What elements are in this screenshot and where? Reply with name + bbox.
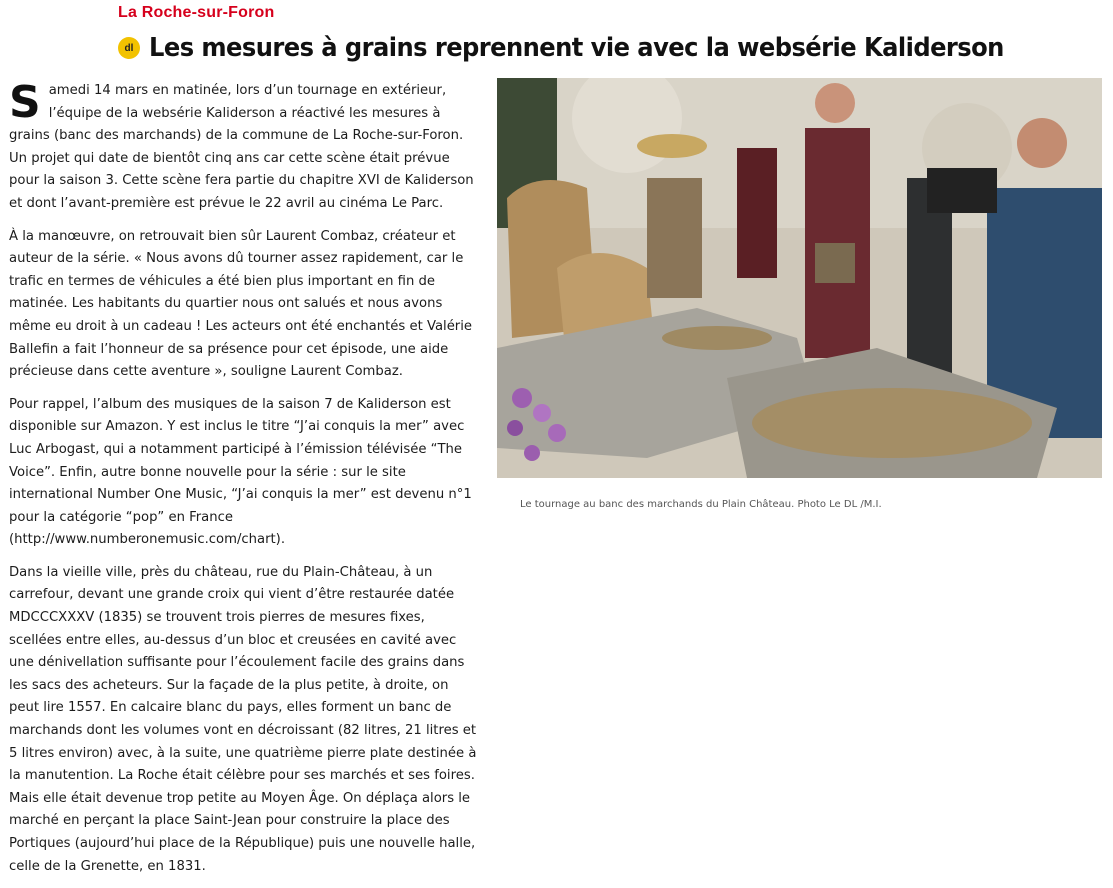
article-photo [497,78,1102,478]
article-paragraph-3: Pour rappel, l’album des musiques de la saison 7 de Kaliderson est disponible sur Amazon. Y est inclus le titre “J’ai conquis la mer” avec Luc Arbogast, qui a notamment participé à l’émission télévisée “The Voice”. Enfin, autre bonne nouvelle pour la série : sur le site international Number One Music, “J’ai conquis la mer” est devenu n°1 pour la catégorie “pop” en France (http://www.numberonemusic.com/chart). [9,396,472,548]
dl-logo-badge: dl [118,37,140,59]
article-paragraph-1 [9,77,477,216]
article-paragraph-4: Dans la vieille ville, près du château, rue du Plain-Château, à un carrefour, devant une grande croix qui vient d’être restaurée datée MDCCCXXXV (1835) se trouvent trois pierres de mesures fixes, scellées entre elles, au-dessus d’un bloc et creusées en cavité avec une dénivellation suffisante pour l’écoulement facile des grains dans les sacs des acheteurs. Sur la façade de la plus petite, à droite, on peut lire 1557. En calcaire blanc du pays, elles forment un banc de marchands dont les volumes vont en décroissant (82 litres, 21 litres et 5 litres environ) avec, à la suite, une quatrième pierre plate destinée à la manutention. La Roche était célèbre pour ses marchés et ses foires. Mais elle était devenue trop petite au Moyen Âge. On déplaça alors le marché en perçant la place Saint-Jean pour construire la place des Portiques (aujourd’hui place de la République) puis une nouvelle halle, celle de la Grenette, en 1831. [9,564,477,874]
paragraph-1-text: amedi 14 mars en matinée, lors d’un tournage en extérieur, l’équipe de la websérie Kaliderson a réactivé les mesures à grains (banc des marchands) de la commune de La Roche-sur-Foron. Un projet qui date de bientôt cinq ans car cette scène était prévue pour la saison 3. Cette scène fera partie du chapitre XVI de Kaliderson et dont l’avant-première est prévue le 22 avril au cinéma Le Parc. [9,83,474,211]
article-paragraph-2: À la manœuvre, on retrouvait bien sûr Laurent Combaz, créateur et auteur de la série. « Nous avons dû tourner assez rapidement, car le trafic en termes de véhicules a été bien plus important en fin de matinée. Les habitants du quartier nous ont salués et nous avons même eu droit à un cadeau ! Les acteurs ont été enchantés et Valérie Ballefin a fait l’honneur de sa présence pour cet épisode, une aide précieuse dans cette aventure », souligne Laurent Combaz. [9,228,473,380]
article-title: Les mesures à grains reprennent vie avec la websérie Kaliderson [149,33,1004,63]
article-body [9,77,477,888]
photo-caption: Le tournage au banc des marchands du Plain Château. Photo Le DL /M.I. [520,499,882,510]
headline [118,28,1108,68]
dropcap: S [9,77,41,128]
section-kicker: La Roche-sur-Foron [118,4,275,21]
photo-illustration [497,78,1102,478]
